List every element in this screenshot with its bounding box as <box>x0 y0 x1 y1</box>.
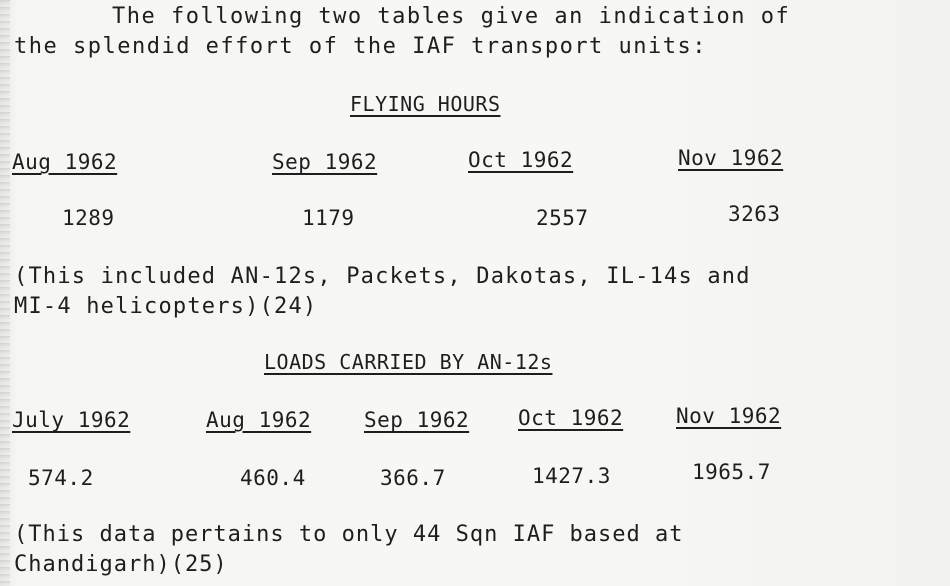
loads-value-jul: 574.2 <box>28 466 94 490</box>
loads-note-line-2: Chandigarh)(25) <box>14 552 228 577</box>
loads-month-oct: Oct 1962 <box>518 406 624 430</box>
loads-month-aug: Aug 1962 <box>206 408 312 432</box>
loads-month-sep: Sep 1962 <box>364 408 470 432</box>
loads-month-jul: July 1962 <box>12 408 131 432</box>
loads-value-nov: 1965.7 <box>692 460 771 484</box>
flying-hours-month-nov: Nov 1962 <box>678 146 784 170</box>
flying-hours-month-oct: Oct 1962 <box>468 148 574 172</box>
loads-note-line-1: (This data pertains to only 44 Sqn IAF based at <box>14 522 684 547</box>
intro-line-1: The following two tables give an indication of <box>112 4 791 29</box>
flying-hours-value-nov: 3263 <box>728 202 781 226</box>
flying-hours-note-line-1: (This included AN-12s, Packets, Dakotas, IL-14s and <box>14 264 751 289</box>
loads-value-aug: 460.4 <box>240 466 306 490</box>
intro-line-2: the splendid effort of the IAF transport units: <box>14 34 708 59</box>
flying-hours-heading: FLYING HOURS <box>350 92 501 116</box>
flying-hours-value-sep: 1179 <box>302 206 355 230</box>
flying-hours-month-aug: Aug 1962 <box>12 150 118 174</box>
loads-value-oct: 1427.3 <box>532 464 611 488</box>
loads-value-sep: 366.7 <box>380 466 446 490</box>
flying-hours-note-line-2: MI-4 helicopters)(24) <box>14 294 318 319</box>
loads-carried-heading: LOADS CARRIED BY AN-12s <box>264 350 553 374</box>
loads-month-nov: Nov 1962 <box>676 404 782 428</box>
flying-hours-month-sep: Sep 1962 <box>272 150 378 174</box>
scan-edge-noise <box>0 0 10 586</box>
flying-hours-value-oct: 2557 <box>536 206 589 230</box>
flying-hours-value-aug: 1289 <box>62 206 115 230</box>
